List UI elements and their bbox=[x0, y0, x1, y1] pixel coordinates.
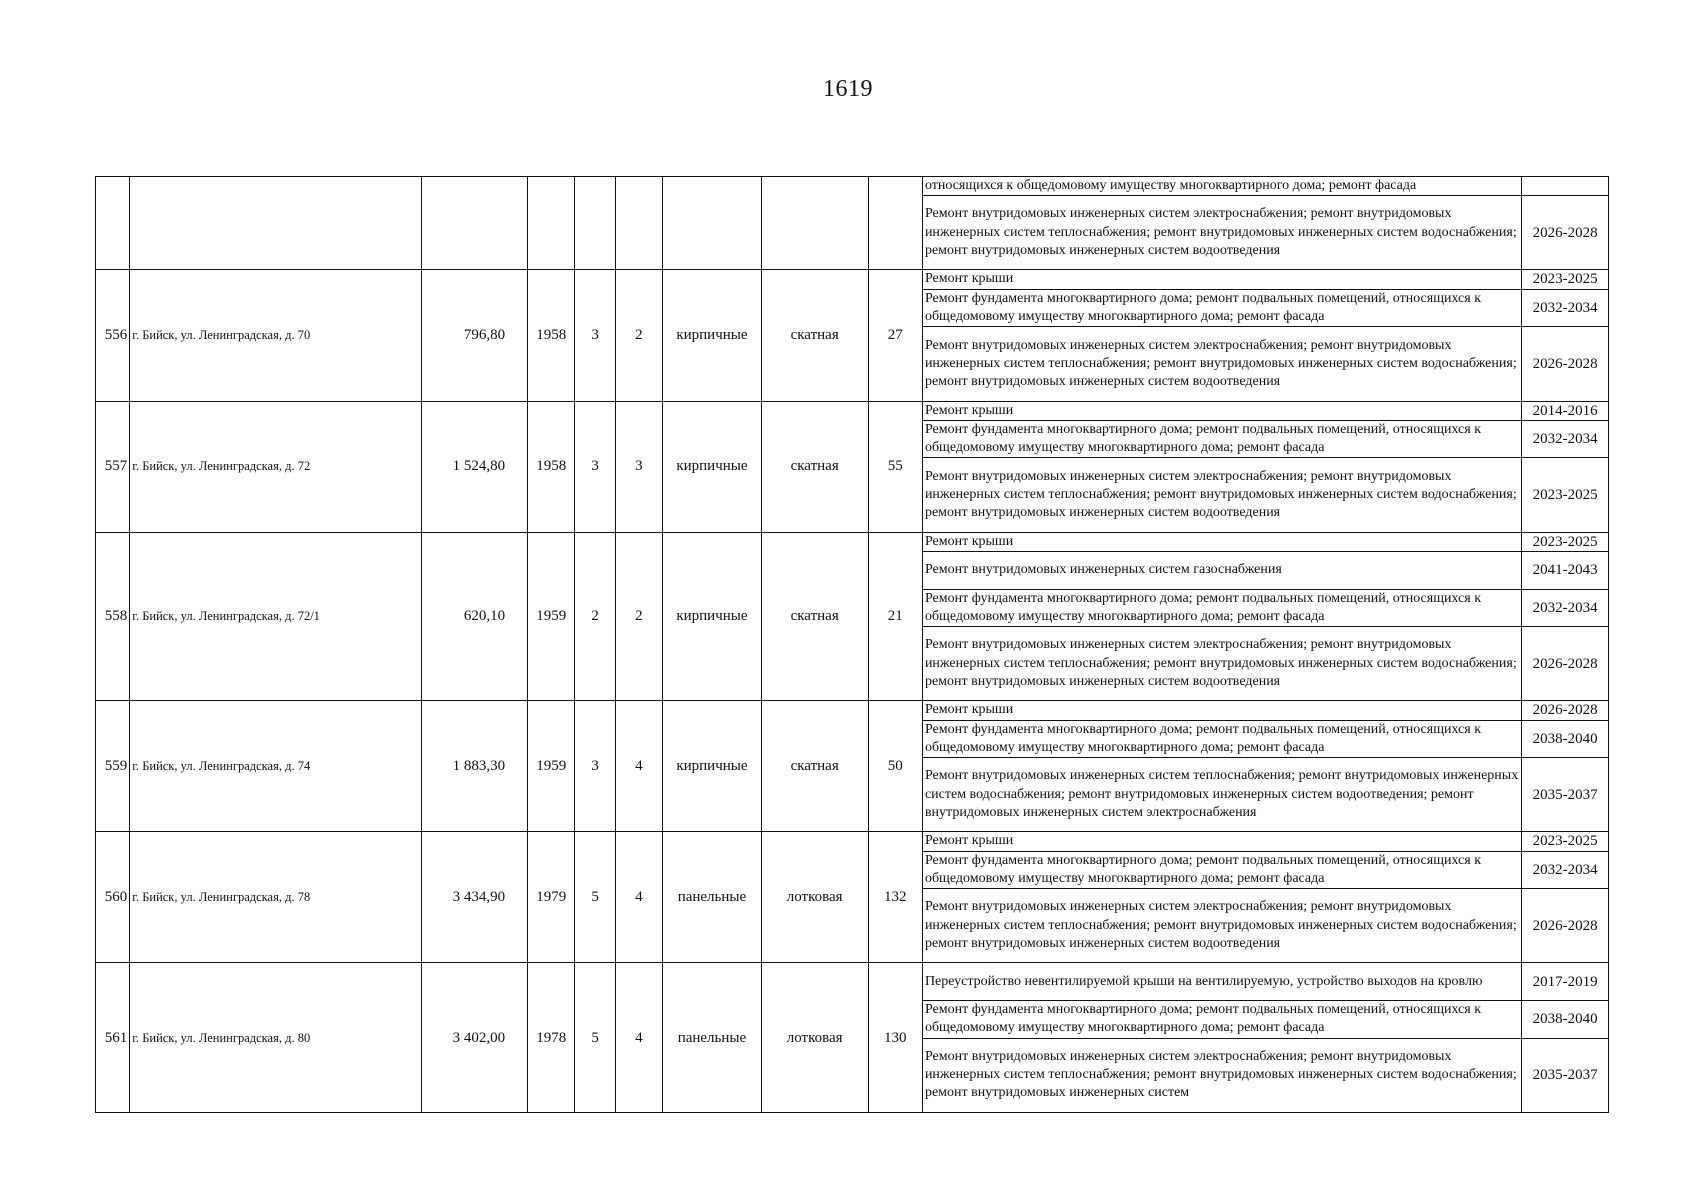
roof-type: скатная bbox=[761, 701, 868, 832]
work-period: 2032-2034 bbox=[1522, 289, 1609, 327]
building-address: г. Бийск, ул. Ленинградская, д. 72/1 bbox=[130, 532, 422, 701]
build-year: 1958 bbox=[528, 401, 575, 532]
roof-type: лотковая bbox=[761, 963, 868, 1112]
residents-count: 130 bbox=[868, 963, 922, 1112]
work-period: 2026-2028 bbox=[1522, 889, 1609, 963]
work-period: 2035-2037 bbox=[1522, 758, 1609, 832]
row-number: 556 bbox=[96, 270, 130, 401]
work-period: 2023-2025 bbox=[1522, 832, 1609, 851]
work-description: Переустройство невентилируемой крыши на вентилируемую, устройство выходов на кровлю bbox=[922, 963, 1521, 1001]
entrances-count: 4 bbox=[615, 832, 662, 963]
wall-material: кирпичные bbox=[663, 532, 762, 701]
cell-area bbox=[422, 177, 528, 270]
row-number: 557 bbox=[96, 401, 130, 532]
residents-count: 50 bbox=[868, 701, 922, 832]
floors-count: 5 bbox=[575, 832, 615, 963]
roof-type: скатная bbox=[761, 401, 868, 532]
residents-count: 21 bbox=[868, 532, 922, 701]
work-period: 2023-2025 bbox=[1522, 270, 1609, 289]
work-description: Ремонт фундамента многоквартирного дома; ремонт подвальных помещений, относящихся к общедомовому имуществу многоквартирного дома; ремонт фасада bbox=[922, 420, 1521, 458]
building-area: 620,10 bbox=[422, 532, 528, 701]
building-address: г. Бийск, ул. Ленинградская, д. 74 bbox=[130, 701, 422, 832]
building-area: 3 402,00 bbox=[422, 963, 528, 1112]
work-period: 2026-2028 bbox=[1522, 627, 1609, 701]
cell-entrances bbox=[615, 177, 662, 270]
wall-material: кирпичные bbox=[663, 270, 762, 401]
work-description: Ремонт внутридомовых инженерных систем электроснабжения; ремонт внутридомовых инженерных систем теплоснабжения; ремонт внутридомовых инженерных систем водоснабжения; ремонт внутридомовых инженерных систем водоотведения bbox=[922, 196, 1521, 270]
work-period: 2032-2034 bbox=[1522, 851, 1609, 889]
floors-count: 3 bbox=[575, 701, 615, 832]
work-period bbox=[1522, 177, 1609, 196]
work-period: 2032-2034 bbox=[1522, 420, 1609, 458]
work-period: 2026-2028 bbox=[1522, 327, 1609, 401]
work-description: Ремонт внутридомовых инженерных систем электроснабжения; ремонт внутридомовых инженерных систем теплоснабжения; ремонт внутридомовых инженерных систем водоснабжения; ремонт внутридомовых инженерных систем водоотведения bbox=[922, 327, 1521, 401]
entrances-count: 2 bbox=[615, 270, 662, 401]
work-description: относящихся к общедомовому имуществу многоквартирного дома; ремонт фасада bbox=[922, 177, 1521, 196]
work-period: 2026-2028 bbox=[1522, 701, 1609, 720]
cell-num bbox=[96, 177, 130, 270]
entrances-count: 2 bbox=[615, 532, 662, 701]
building-area: 3 434,90 bbox=[422, 832, 528, 963]
building-address: г. Бийск, ул. Ленинградская, д. 78 bbox=[130, 832, 422, 963]
table-row bbox=[96, 532, 1609, 551]
table-body bbox=[96, 177, 1609, 1113]
work-period: 2023-2025 bbox=[1522, 458, 1609, 532]
floors-count: 3 bbox=[575, 270, 615, 401]
work-description: Ремонт фундамента многоквартирного дома; ремонт подвальных помещений, относящихся к общедомовому имуществу многоквартирного дома; ремонт фасада bbox=[922, 851, 1521, 889]
floors-count: 3 bbox=[575, 401, 615, 532]
work-period: 2014-2016 bbox=[1522, 401, 1609, 420]
entrances-count: 4 bbox=[615, 963, 662, 1112]
build-year: 1958 bbox=[528, 270, 575, 401]
build-year: 1979 bbox=[528, 832, 575, 963]
cell-year bbox=[528, 177, 575, 270]
wall-material: панельные bbox=[663, 963, 762, 1112]
entrances-count: 4 bbox=[615, 701, 662, 832]
floors-count: 2 bbox=[575, 532, 615, 701]
building-area: 1 883,30 bbox=[422, 701, 528, 832]
cell-floors bbox=[575, 177, 615, 270]
work-period: 2026-2028 bbox=[1522, 196, 1609, 270]
cell-residents bbox=[868, 177, 922, 270]
page-number: 1619 bbox=[823, 76, 873, 102]
cell-walls bbox=[663, 177, 762, 270]
work-description: Ремонт фундамента многоквартирного дома; ремонт подвальных помещений, относящихся к общедомовому имуществу многоквартирного дома; ремонт фасада bbox=[922, 1001, 1521, 1039]
work-description: Ремонт фундамента многоквартирного дома; ремонт подвальных помещений, относящихся к общедомовому имуществу многоквартирного дома; ремонт фасада bbox=[922, 589, 1521, 627]
work-description: Ремонт внутридомовых инженерных систем теплоснабжения; ремонт внутридомовых инженерных систем водоснабжения; ремонт внутридомовых инженерных систем водоотведения; ремонт внутридомовых инженерных систем электроснабжения bbox=[922, 758, 1521, 832]
building-area: 1 524,80 bbox=[422, 401, 528, 532]
capital-repair-table bbox=[95, 176, 1609, 1113]
build-year: 1959 bbox=[528, 701, 575, 832]
row-number: 559 bbox=[96, 701, 130, 832]
work-description: Ремонт внутридомовых инженерных систем электроснабжения; ремонт внутридомовых инженерных систем теплоснабжения; ремонт внутридомовых инженерных систем водоснабжения; ремонт внутридомовых инженерных систем водоотведения bbox=[922, 458, 1521, 532]
work-period: 2017-2019 bbox=[1522, 963, 1609, 1001]
work-description: Ремонт внутридомовых инженерных систем электроснабжения; ремонт внутридомовых инженерных систем теплоснабжения; ремонт внутридомовых инженерных систем водоснабжения; ремонт внутридомовых инженерных систем bbox=[922, 1038, 1521, 1112]
wall-material: панельные bbox=[663, 832, 762, 963]
table-row bbox=[96, 701, 1609, 720]
work-description: Ремонт крыши bbox=[922, 270, 1521, 289]
work-description: Ремонт внутридомовых инженерных систем электроснабжения; ремонт внутридомовых инженерных систем теплоснабжения; ремонт внутридомовых инженерных систем водоснабжения; ремонт внутридомовых инженерных систем водоотведения bbox=[922, 627, 1521, 701]
residents-count: 55 bbox=[868, 401, 922, 532]
building-address: г. Бийск, ул. Ленинградская, д. 80 bbox=[130, 963, 422, 1112]
work-description: Ремонт фундамента многоквартирного дома; ремонт подвальных помещений, относящихся к общедомовому имуществу многоквартирного дома; ремонт фасада bbox=[922, 720, 1521, 758]
building-address: г. Бийск, ул. Ленинградская, д. 72 bbox=[130, 401, 422, 532]
work-description: Ремонт крыши bbox=[922, 832, 1521, 851]
roof-type: скатная bbox=[761, 532, 868, 701]
build-year: 1959 bbox=[528, 532, 575, 701]
row-number: 561 bbox=[96, 963, 130, 1112]
roof-type: лотковая bbox=[761, 832, 868, 963]
wall-material: кирпичные bbox=[663, 701, 762, 832]
building-area: 796,80 bbox=[422, 270, 528, 401]
cell-roof bbox=[761, 177, 868, 270]
work-period: 2038-2040 bbox=[1522, 1001, 1609, 1039]
row-number: 560 bbox=[96, 832, 130, 963]
work-period: 2041-2043 bbox=[1522, 551, 1609, 589]
work-description: Ремонт крыши bbox=[922, 401, 1521, 420]
cell-address bbox=[130, 177, 422, 270]
table-row bbox=[96, 270, 1609, 289]
row-number: 558 bbox=[96, 532, 130, 701]
table-row bbox=[96, 401, 1609, 420]
work-period: 2023-2025 bbox=[1522, 532, 1609, 551]
floors-count: 5 bbox=[575, 963, 615, 1112]
table-row bbox=[96, 832, 1609, 851]
work-description: Ремонт фундамента многоквартирного дома; ремонт подвальных помещений, относящихся к общедомовому имуществу многоквартирного дома; ремонт фасада bbox=[922, 289, 1521, 327]
work-period: 2035-2037 bbox=[1522, 1038, 1609, 1112]
work-period: 2032-2034 bbox=[1522, 589, 1609, 627]
building-address: г. Бийск, ул. Ленинградская, д. 70 bbox=[130, 270, 422, 401]
work-description: Ремонт внутридомовых инженерных систем электроснабжения; ремонт внутридомовых инженерных систем теплоснабжения; ремонт внутридомовых инженерных систем водоснабжения; ремонт внутридомовых инженерных систем водоотведения bbox=[922, 889, 1521, 963]
entrances-count: 3 bbox=[615, 401, 662, 532]
work-description: Ремонт крыши bbox=[922, 532, 1521, 551]
residents-count: 27 bbox=[868, 270, 922, 401]
wall-material: кирпичные bbox=[663, 401, 762, 532]
roof-type: скатная bbox=[761, 270, 868, 401]
residents-count: 132 bbox=[868, 832, 922, 963]
work-period: 2038-2040 bbox=[1522, 720, 1609, 758]
work-description: Ремонт внутридомовых инженерных систем газоснабжения bbox=[922, 551, 1521, 589]
table-row bbox=[96, 177, 1609, 196]
build-year: 1978 bbox=[528, 963, 575, 1112]
table-row bbox=[96, 963, 1609, 1001]
work-description: Ремонт крыши bbox=[922, 701, 1521, 720]
